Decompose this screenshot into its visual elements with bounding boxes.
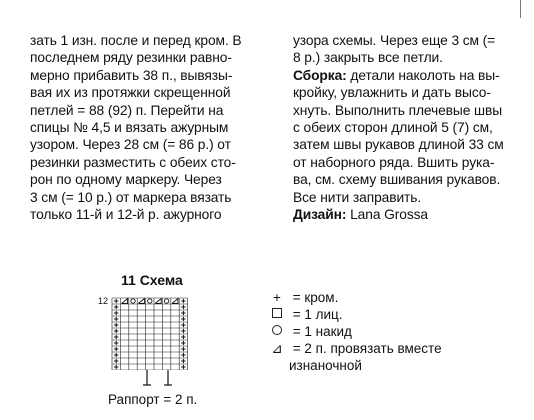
scheme-row-number: 12 <box>98 296 109 306</box>
repeat-bracket-marks <box>140 368 180 390</box>
circle-icon <box>265 324 289 339</box>
legend-item <box>265 324 352 339</box>
text-line: узором. Через 28 см (= 86 р.) от <box>30 137 231 153</box>
text-line: последнем ряду резинки равно- <box>30 50 232 66</box>
text-line: узора схемы. Через еще 3 см (= <box>293 33 496 48</box>
legend-text: = кром. <box>289 290 339 305</box>
page-corner-mark <box>520 0 521 18</box>
legend-text: = 2 п. провязать вместе <box>289 341 442 356</box>
scheme-title: 11 Схема <box>121 272 183 288</box>
text-line: от наборного ряда. Вшить рука- <box>293 154 495 170</box>
legend-item <box>265 341 442 357</box>
design-value: Lana Grossa <box>346 206 429 222</box>
plus-icon: + <box>273 290 281 305</box>
knitting-chart-grid <box>110 296 190 370</box>
legend-text: изнаночной <box>289 358 362 373</box>
legend-text: = 1 лиц. <box>289 307 343 322</box>
triangle-icon: ⊿ <box>271 341 283 356</box>
square-icon <box>265 307 289 322</box>
repeat-label: Раппорт = 2 п. <box>108 392 198 407</box>
text-line: 3 см (= 10 р.) от маркера вязать <box>30 189 232 205</box>
text-line: с обеих сторон длиной 5 (7) см, <box>293 119 493 135</box>
text-line: резинки разместить с обеих сто- <box>30 154 236 170</box>
text-line: вая их из протяжки скрещенной <box>30 85 231 101</box>
text-column-right <box>293 32 528 223</box>
text-column-left <box>30 32 280 223</box>
text-line: мерно прибавить 38 п., вывязы- <box>30 67 233 83</box>
text-line: хнуть. Выполнить плечевые швы <box>293 102 503 118</box>
text-line: спицы № 4,5 и вязать ажурным <box>30 119 229 135</box>
assembly-heading-line <box>293 67 528 84</box>
design-label: Дизайн: <box>293 206 347 222</box>
text-line: рон по одному маркеру. Через <box>30 172 222 188</box>
design-line <box>293 206 528 223</box>
legend-item <box>289 358 362 373</box>
legend-text: = 1 накид <box>289 324 352 339</box>
text-line: петлей = 88 (92) п. Перейти на <box>30 102 224 118</box>
text-line: Все нити заправить. <box>293 189 422 205</box>
text-line: кройку, увлажнить и дать высо- <box>293 85 491 101</box>
text-line: только 11-й и 12-й р. ажурного <box>30 206 222 222</box>
text-line: ва, см. схему вшивания рукавов. <box>293 172 501 188</box>
assembly-label: Сборка: <box>293 67 347 83</box>
text-line: 8 р.) закрыть все петли. <box>293 50 443 66</box>
legend-item <box>265 290 338 305</box>
text-line: затем швы рукавов длиной 33 см <box>293 137 504 153</box>
legend-item <box>265 307 343 322</box>
text-line: зать 1 изн. после и перед кром. В <box>30 33 242 48</box>
text-line: детали наколоть на вы- <box>346 67 500 83</box>
